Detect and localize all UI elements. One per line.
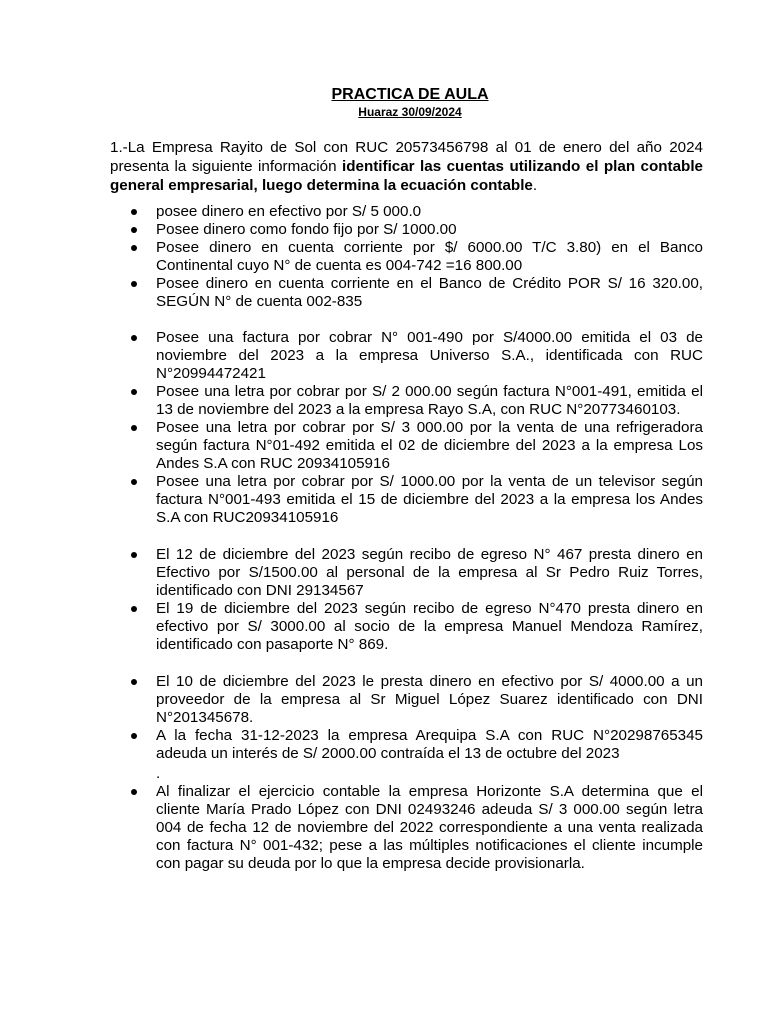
list-item-text: El 19 de diciembre del 2023 según recibo de egreso N°470 presta dinero en efectivo por S/ 3000.00 al socio de la empresa Manuel Mendoza Ramírez, identificado con pasaporte N° 869.	[156, 600, 703, 653]
intro-paragraph	[110, 138, 703, 195]
intro-tail: .	[532, 177, 538, 194]
bullet-icon	[131, 209, 137, 215]
list-item-text: A la fecha 31-12-2023 la empresa Arequipa S.A con RUC N°20298765345 adeuda un interés de S/ 2000.00 contraída el 13 de octubre del 2023	[156, 727, 703, 762]
bullet-icon	[131, 606, 137, 612]
bullet-icon	[131, 425, 137, 431]
list-item-text: El 10 de diciembre del 2023 le presta dinero en efectivo por S/ 4000.00 a un proveedor de la empresa al Sr Miguel López Suarez identificado con DNI N°201345678.	[156, 673, 703, 726]
bullet-icon	[131, 733, 137, 739]
list-item-text: Posee una factura por cobrar N° 001-490 por S/4000.00 emitida el 03 de noviembre del 2023 a la empresa Universo S.A., identificada con RUC N°20994472421	[156, 329, 703, 382]
stray-dot: .	[156, 765, 161, 782]
bullet-icon	[131, 389, 137, 395]
bullet-icon	[131, 479, 137, 485]
list-item	[0, 203, 703, 221]
bullet-group-loans	[0, 546, 768, 654]
list-item-text: posee dinero en efectivo por S/ 5 000.0	[156, 203, 422, 220]
list-item	[0, 239, 703, 275]
intro-lead: 1.-La Empresa Rayito de Sol con RUC 20573456798 al 01 de enero del año 2024 presenta la siguiente información	[110, 139, 703, 175]
page-title: PRACTICA DE AULA	[331, 86, 489, 103]
list-item-text: Posee una letra por cobrar por S/ 3 000.00 por la venta de una refrigeradora según factura N°01-492 emitida el 02 de diciembre del 2023 a la empresa Los Andes S.A con RUC 20934105916	[156, 419, 703, 472]
intro-bold: identificar las cuentas utilizando el plan contable general empresarial, luego determina la ecuación contable	[110, 158, 703, 194]
list-item	[0, 673, 703, 727]
bullet-group-other	[0, 673, 768, 763]
bullet-icon	[131, 552, 137, 558]
bullet-group-receivables	[0, 329, 768, 527]
list-item-text: Al finalizar el ejercicio contable la empresa Horizonte S.A determina que el cliente María Prado López con DNI 02493246 adeuda S/ 3 000.00 según letra 004 de fecha 12 de noviembre del 2022 correspondiente a una venta realizada con factura N° 001-432; pese a las múltiples notificaciones el cliente incumple con pagar su deuda por lo que la empresa decide provisionarla.	[156, 783, 703, 872]
bullet-icon	[131, 245, 137, 251]
list-item-text: Posee dinero como fondo fijo por S/ 1000.00	[156, 221, 457, 238]
list-item-text: Posee dinero en cuenta corriente en el Banco de Crédito POR S/ 16 320.00, SEGÚN N° de cuenta 002-835	[156, 275, 703, 310]
list-item	[0, 783, 703, 873]
list-item-text: Posee una letra por cobrar por S/ 1000.00 por la venta de un televisor según factura N°001-493 emitida el 15 de diciembre del 2023 a la empresa los Andes S.A con RUC20934105916	[156, 473, 703, 526]
bullet-icon	[131, 281, 137, 287]
bullet-group-cash	[0, 203, 768, 311]
list-item	[0, 473, 703, 527]
list-item-text: Posee dinero en cuenta corriente por $/ 6000.00 T/C 3.80) en el Banco Continental cuyo N° de cuenta es 004-742 =16 800.00	[156, 239, 703, 274]
list-item	[0, 329, 703, 383]
bullet-icon	[131, 227, 137, 233]
bullet-group-provision	[0, 783, 768, 873]
list-item	[0, 727, 703, 763]
list-item	[0, 546, 703, 600]
list-item-text: El 12 de diciembre del 2023 según recibo de egreso N° 467 presta dinero en Efectivo por S/1500.00 al personal de la empresa al Sr Pedro Ruiz Torres, identificado con DNI 29134567	[156, 546, 703, 599]
bullet-icon	[131, 789, 137, 795]
list-item	[0, 600, 703, 654]
list-item	[0, 419, 703, 473]
bullet-icon	[131, 335, 137, 341]
list-item	[0, 383, 703, 419]
page-subtitle: Huaraz 30/09/2024	[358, 105, 462, 119]
list-item	[0, 221, 703, 239]
list-item-text: Posee una letra por cobrar por S/ 2 000.00 según factura N°001-491, emitida el 13 de noviembre del 2023 a la empresa Rayo S.A, con RUC N°20773460103.	[156, 383, 703, 418]
bullet-icon	[131, 679, 137, 685]
list-item	[0, 275, 703, 311]
